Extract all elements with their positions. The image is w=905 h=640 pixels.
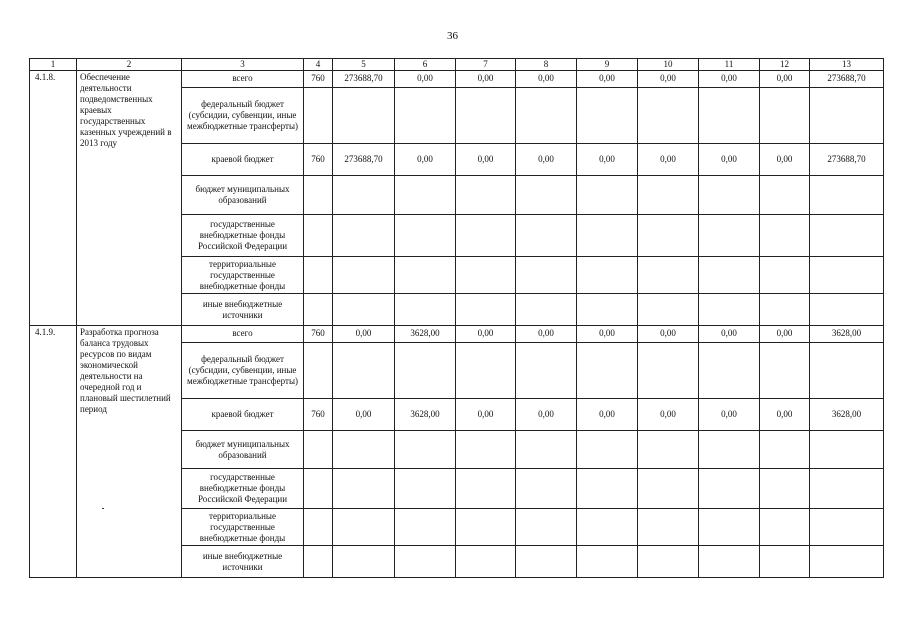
value-cell	[516, 88, 577, 144]
value-cell: 3628,00	[810, 326, 884, 343]
value-cell	[638, 176, 699, 215]
value-cell	[577, 546, 638, 578]
value-cell	[699, 343, 760, 399]
value-cell	[760, 431, 810, 469]
funding-source: федеральный бюджет (субсидии, субвенции, иные межбюджетные трансферты)	[182, 343, 304, 399]
value-cell	[516, 546, 577, 578]
value-cell	[699, 431, 760, 469]
value-cell	[577, 469, 638, 509]
value-cell	[516, 509, 577, 546]
column-number: 5	[333, 59, 395, 71]
value-cell	[577, 343, 638, 399]
value-cell: 0,00	[516, 399, 577, 431]
value-cell	[395, 343, 456, 399]
column-number: 3	[182, 59, 304, 71]
value-cell	[456, 88, 516, 144]
value-cell	[456, 215, 516, 257]
value-cell: 0,00	[456, 326, 516, 343]
value-cell	[456, 546, 516, 578]
value-cell	[395, 509, 456, 546]
value-cell	[638, 431, 699, 469]
value-cell: 0,00	[333, 399, 395, 431]
value-cell	[456, 257, 516, 294]
value-cell: 273688,70	[333, 144, 395, 176]
value-cell: 0,00	[516, 326, 577, 343]
value-cell	[333, 343, 395, 399]
value-cell	[760, 257, 810, 294]
value-cell: 0,00	[699, 326, 760, 343]
item-code: 4.1.9.	[30, 326, 77, 578]
value-cell: 0,00	[760, 399, 810, 431]
value-cell	[638, 215, 699, 257]
value-cell	[516, 257, 577, 294]
value-cell	[395, 431, 456, 469]
funding-source: бюджет муниципальных образований	[182, 431, 304, 469]
value-cell	[516, 176, 577, 215]
value-cell	[810, 215, 884, 257]
funding-source: государственные внебюджетные фонды Российской Федерации	[182, 215, 304, 257]
stray-mark	[102, 508, 104, 509]
funding-source: бюджет муниципальных образований	[182, 176, 304, 215]
value-cell: 0,00	[699, 399, 760, 431]
value-cell	[810, 546, 884, 578]
column-number-row	[30, 59, 884, 71]
column-number: 8	[516, 59, 577, 71]
page-number: 36	[447, 30, 458, 42]
value-cell: 0,00	[760, 71, 810, 88]
value-cell	[638, 294, 699, 326]
value-cell	[699, 176, 760, 215]
value-cell: 0,00	[638, 399, 699, 431]
table-row	[30, 326, 884, 343]
value-cell	[577, 431, 638, 469]
table-row	[30, 71, 884, 88]
value-cell: 760	[304, 144, 333, 176]
value-cell	[395, 215, 456, 257]
value-cell: 0,00	[516, 144, 577, 176]
value-cell	[760, 215, 810, 257]
value-cell	[760, 88, 810, 144]
funding-source: территориальные государственные внебюджетные фонды	[182, 257, 304, 294]
value-cell	[304, 294, 333, 326]
column-number: 4	[304, 59, 333, 71]
value-cell	[333, 431, 395, 469]
value-cell	[577, 257, 638, 294]
value-cell	[760, 546, 810, 578]
value-cell	[304, 431, 333, 469]
value-cell	[333, 257, 395, 294]
value-cell	[810, 431, 884, 469]
value-cell: 0,00	[577, 71, 638, 88]
value-cell	[333, 294, 395, 326]
funding-source: иные внебюджетные источники	[182, 546, 304, 578]
value-cell: 0,00	[516, 71, 577, 88]
value-cell	[577, 88, 638, 144]
value-cell	[638, 546, 699, 578]
value-cell	[516, 431, 577, 469]
column-number: 10	[638, 59, 699, 71]
value-cell: 0,00	[699, 144, 760, 176]
value-cell: 0,00	[395, 144, 456, 176]
value-cell	[333, 546, 395, 578]
value-cell	[333, 176, 395, 215]
value-cell: 760	[304, 326, 333, 343]
value-cell	[638, 509, 699, 546]
value-cell	[395, 176, 456, 215]
value-cell	[699, 294, 760, 326]
value-cell: 0,00	[638, 326, 699, 343]
value-cell	[304, 509, 333, 546]
value-cell	[760, 469, 810, 509]
value-cell: 3628,00	[395, 399, 456, 431]
value-cell	[699, 469, 760, 509]
value-cell	[810, 176, 884, 215]
value-cell: 0,00	[577, 144, 638, 176]
value-cell	[760, 509, 810, 546]
value-cell: 3628,00	[395, 326, 456, 343]
value-cell: 0,00	[760, 144, 810, 176]
value-cell	[577, 215, 638, 257]
value-cell: 0,00	[577, 399, 638, 431]
value-cell	[516, 469, 577, 509]
column-number: 13	[810, 59, 884, 71]
column-number: 6	[395, 59, 456, 71]
value-cell	[810, 257, 884, 294]
value-cell	[810, 294, 884, 326]
value-cell	[304, 215, 333, 257]
value-cell	[304, 257, 333, 294]
value-cell: 0,00	[395, 71, 456, 88]
item-code: 4.1.8.	[30, 71, 77, 326]
value-cell	[395, 88, 456, 144]
value-cell	[516, 343, 577, 399]
funding-source: федеральный бюджет (субсидии, субвенции, иные межбюджетные трансферты)	[182, 88, 304, 144]
value-cell: 0,00	[577, 326, 638, 343]
column-number: 2	[77, 59, 182, 71]
column-number: 1	[30, 59, 77, 71]
value-cell	[760, 176, 810, 215]
value-cell	[333, 215, 395, 257]
value-cell	[699, 546, 760, 578]
value-cell	[333, 509, 395, 546]
value-cell	[456, 431, 516, 469]
value-cell	[810, 88, 884, 144]
item-name: Разработка прогноза баланса трудовых ресурсов по видам экономической деятельности на очередной год и плановый шестилетний период	[77, 326, 182, 578]
value-cell	[395, 257, 456, 294]
value-cell: 273688,70	[333, 71, 395, 88]
value-cell	[638, 469, 699, 509]
value-cell	[456, 509, 516, 546]
value-cell	[304, 343, 333, 399]
value-cell	[333, 469, 395, 509]
value-cell	[516, 294, 577, 326]
funding-source: всего	[182, 71, 304, 88]
value-cell	[395, 294, 456, 326]
table-body	[30, 59, 884, 578]
value-cell	[810, 509, 884, 546]
value-cell: 760	[304, 399, 333, 431]
value-cell	[577, 294, 638, 326]
value-cell: 0,00	[456, 144, 516, 176]
value-cell	[304, 176, 333, 215]
value-cell: 0,00	[456, 71, 516, 88]
item-name: Обеспечение деятельности подведомственных краевых государственных казенных учреждений в 2013 году	[77, 71, 182, 326]
value-cell	[638, 343, 699, 399]
value-cell	[304, 546, 333, 578]
value-cell: 0,00	[456, 399, 516, 431]
value-cell	[699, 215, 760, 257]
value-cell: 273688,70	[810, 71, 884, 88]
value-cell: 273688,70	[810, 144, 884, 176]
value-cell: 760	[304, 71, 333, 88]
value-cell	[304, 469, 333, 509]
value-cell	[638, 88, 699, 144]
column-number: 9	[577, 59, 638, 71]
value-cell	[395, 546, 456, 578]
value-cell	[699, 509, 760, 546]
value-cell	[810, 469, 884, 509]
funding-source: государственные внебюджетные фонды Российской Федерации	[182, 469, 304, 509]
value-cell	[304, 88, 333, 144]
funding-source: территориальные государственные внебюджетные фонды	[182, 509, 304, 546]
funding-source: краевой бюджет	[182, 399, 304, 431]
value-cell: 0,00	[638, 71, 699, 88]
column-number: 7	[456, 59, 516, 71]
value-cell: 0,00	[699, 71, 760, 88]
value-cell	[516, 215, 577, 257]
column-number: 12	[760, 59, 810, 71]
funding-source: краевой бюджет	[182, 144, 304, 176]
value-cell	[456, 343, 516, 399]
funding-source: всего	[182, 326, 304, 343]
column-number: 11	[699, 59, 760, 71]
value-cell	[760, 343, 810, 399]
value-cell	[760, 294, 810, 326]
value-cell	[456, 294, 516, 326]
budget-table	[29, 58, 884, 578]
value-cell: 0,00	[333, 326, 395, 343]
value-cell: 3628,00	[810, 399, 884, 431]
value-cell: 0,00	[638, 144, 699, 176]
value-cell	[699, 257, 760, 294]
value-cell	[699, 88, 760, 144]
value-cell	[810, 343, 884, 399]
value-cell	[456, 469, 516, 509]
value-cell	[577, 176, 638, 215]
value-cell	[333, 88, 395, 144]
funding-source: иные внебюджетные источники	[182, 294, 304, 326]
value-cell: 0,00	[760, 326, 810, 343]
value-cell	[395, 469, 456, 509]
value-cell	[577, 509, 638, 546]
value-cell	[456, 176, 516, 215]
value-cell	[638, 257, 699, 294]
